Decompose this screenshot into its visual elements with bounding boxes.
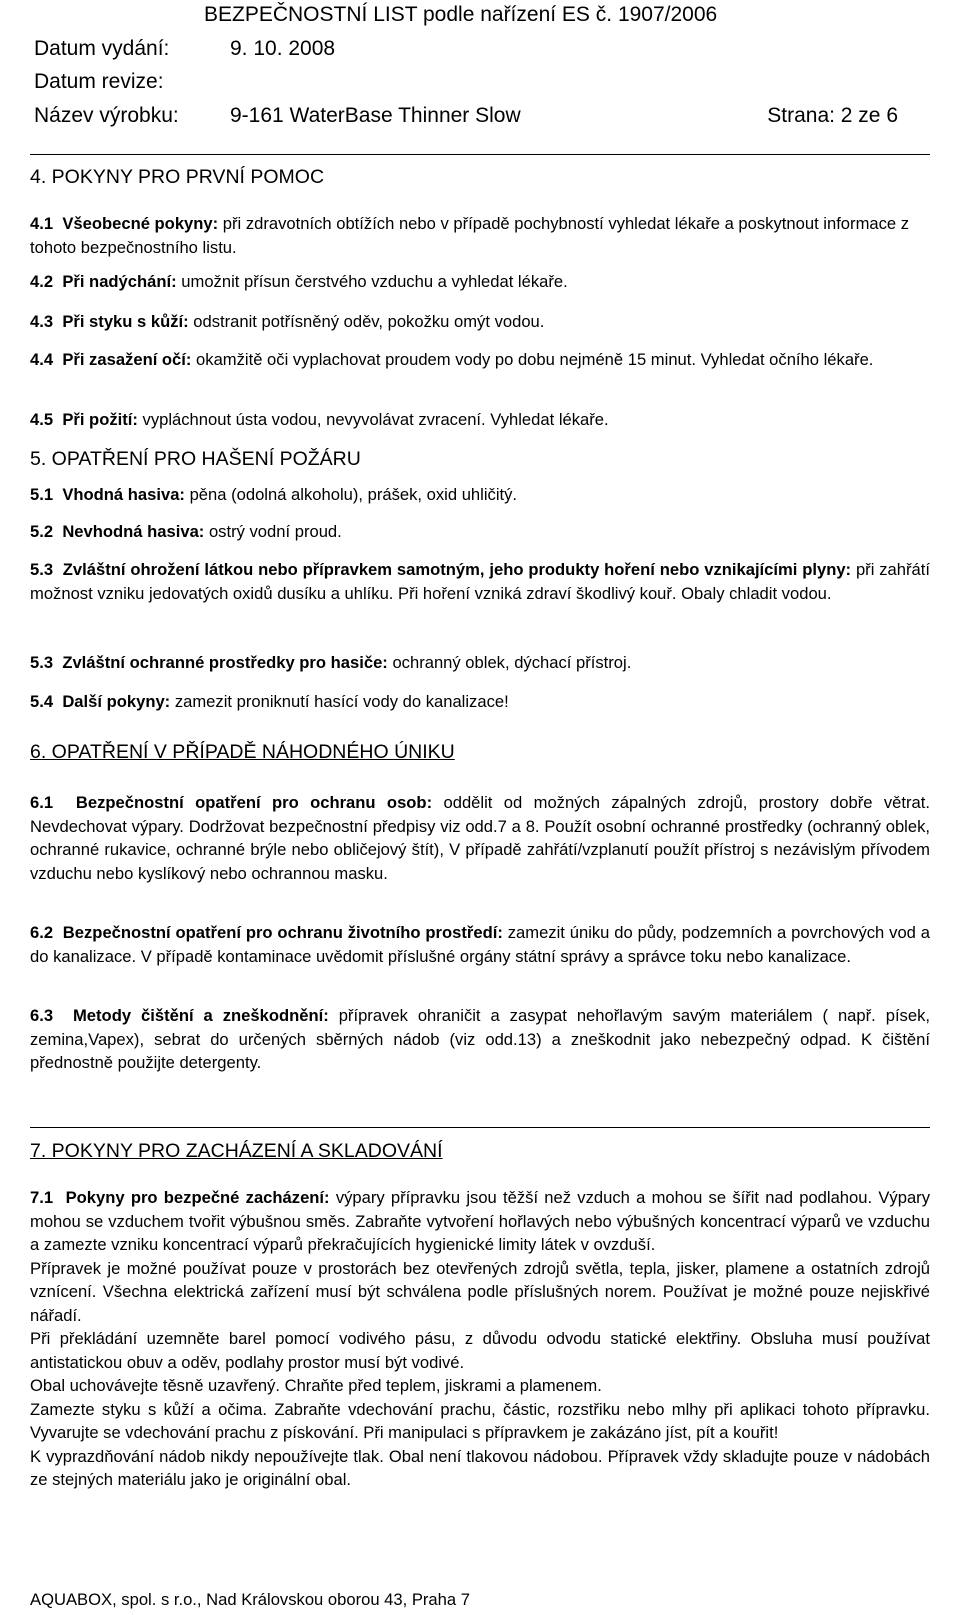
section-5-heading: 5. OPATŘENÍ PRO HAŠENÍ POŽÁRU xyxy=(30,448,361,470)
item-4-5: 4.5 Při požití: vypláchnout ústa vodou, nevyvolávat zvracení. Vyhledat lékaře. xyxy=(30,410,609,429)
item-4-1: 4.1 Všeobecné pokyny: při zdravotních obtížích nebo v případě pochybností vyhledat lékaře a poskytnout informace z tohoto bezpečnostního listu. xyxy=(30,214,910,257)
page-number: Strana: 2 ze 6 xyxy=(767,104,898,127)
item-4-4: 4.4 Při zasažení očí: okamžitě oči vyplachovat proudem vody po dobu nejméně 15 minut. Vyhledat očního lékaře. xyxy=(30,350,874,369)
paragraph-7-4: Obal uchovávejte těsně uzavřený. Chraňte před teplem, jiskrami a plamenem. xyxy=(30,1376,602,1395)
issue-date-label: Datum vydání: xyxy=(34,37,170,60)
item-6-1: 6.1 Bezpečnostní opatření pro ochranu osob: oddělit od možných zápalných zdrojů, prostory dobře větrat. Nevdechovat výpary. Dodržovat bezpečnostní předpisy viz odd.7 a 8. Použít osobní ochranné prostředky (ochranný oblek, ochranné rukavice, ochranné brýle nebo obličejový štít), V případě zahřátí/vzplanutí použít přístroj s nezávislým přívodem vzduchu nebo kyslíkový nebo ochrannou masku. xyxy=(30,793,930,883)
paragraph-7-3: Při překládání uzemněte barel pomocí vodivého pásu, z důvodu odvodu statické elektřiny. Obsluha musí používat antistatickou obuv a oděv, podlahy prostor musí být vodivé. xyxy=(30,1329,930,1372)
item-5-3: 5.3 Zvláštní ohrožení látkou nebo přípravkem samotným, jeho produkty hoření nebo vznikajícími plyny: při zahřátí možnost vzniku jedovatých oxidů dusíku a uhlíku. Při hoření vzniká zdraví škodlivý kouř. Obaly chladit vodou. xyxy=(30,560,930,603)
document-title: BEZPEČNOSTNÍ LIST podle nařízení ES č. 1907/2006 xyxy=(204,3,718,26)
item-6-2: 6.2 Bezpečnostní opatření pro ochranu životního prostředí: zamezit úniku do půdy, podzemních a povrchových vod a do kanalizace. V případě kontaminace uvědomit příslušné orgány státní správy a správce toku nebo kanalizace. xyxy=(30,923,930,966)
section-4-heading: 4. POKYNY PRO PRVNÍ POMOC xyxy=(30,166,325,188)
item-5-2: 5.2 Nevhodná hasiva: ostrý vodní proud. xyxy=(30,522,342,541)
section-6-heading: 6. OPATŘENÍ V PŘÍPADĚ NÁHODNÉHO ÚNIKU xyxy=(30,741,455,763)
paragraph-7-2: Přípravek je možné používat pouze v prostorách bez otevřených zdrojů světla, tepla, jisker, plamene a ostatních zdrojů vznícení. Všechna elektrická zařízení musí být schválena podle příslušných norem. Používat je možné pouze nejiskřivé nářadí. xyxy=(30,1258,930,1325)
item-4-2: 4.2 Při nadýchání: umožnit přísun čerstvého vzduchu a vyhledat lékaře. xyxy=(30,272,568,291)
revision-date-label: Datum revize: xyxy=(34,70,164,93)
product-name-value: 9-161 WaterBase Thinner Slow xyxy=(230,104,521,127)
section-7-heading: 7. POKYNY PRO ZACHÁZENÍ A SKLADOVÁNÍ xyxy=(30,1140,443,1162)
product-name-label: Název výrobku: xyxy=(34,104,179,127)
paragraph-7-6: K vyprazdňování nádob nikdy nepoužívejte tlak. Obal není tlakovou nádobou. Přípravek vždy skladujte pouze v nádobách ze stejných materiálu jako je originální obal. xyxy=(30,1446,930,1489)
header-divider xyxy=(30,154,930,155)
paragraph-7-5: Zamezte styku s kůží a očima. Zabraňte vdechování prachu, částic, rozstřiku nebo mlhy při aplikaci tohoto přípravku. Vyvarujte se vdechování prachu z pískování. Při manipulaci s přípravkem je zakázáno jíst, pít a kouřit! xyxy=(30,1399,930,1442)
item-4-3: 4.3 Při styku s kůží: odstranit potřísněný oděv, pokožku omýt vodou. xyxy=(30,312,545,331)
issue-date-value: 9. 10. 2008 xyxy=(230,37,336,60)
item-5-1: 5.1 Vhodná hasiva: pěna (odolná alkoholu), prášek, oxid uhličitý. xyxy=(30,485,518,504)
footer-company-address: AQUABOX, spol. s r.o., Nad Královskou oborou 43, Praha 7 xyxy=(30,1590,470,1609)
section-7-divider xyxy=(30,1127,930,1128)
item-7-1: 7.1 Pokyny pro bezpečné zacházení: výpary přípravku jsou těžší než vzduch a mohou se šířit nad podlahou. Výpary mohou se vzduchem tvořit výbušnou směs. Zabraňte vytvoření hořlavých nebo výbušných koncentrací výparů ve vzduchu a zamezte vzniku koncentrací výparů překračujících hygienické limity látek v ovzduší. xyxy=(30,1188,930,1254)
item-5-3b: 5.3 Zvláštní ochranné prostředky pro hasiče: ochranný oblek, dýchací přístroj. xyxy=(30,653,632,672)
section-7-body xyxy=(30,1186,930,1492)
item-6-3: 6.3 Metody čištění a zneškodnění: přípravek ohraničit a zasypat nehořlavým savým materiálem ( např. písek, zemina,Vapex), sebrat do určených sběrných nádob (viz odd.13) a zneškodnit jako nebezpečný odpad. K čištění přednostně použijte detergenty. xyxy=(30,1006,930,1072)
item-5-4: 5.4 Další pokyny: zamezit proniknutí hasící vody do kanalizace! xyxy=(30,692,509,711)
